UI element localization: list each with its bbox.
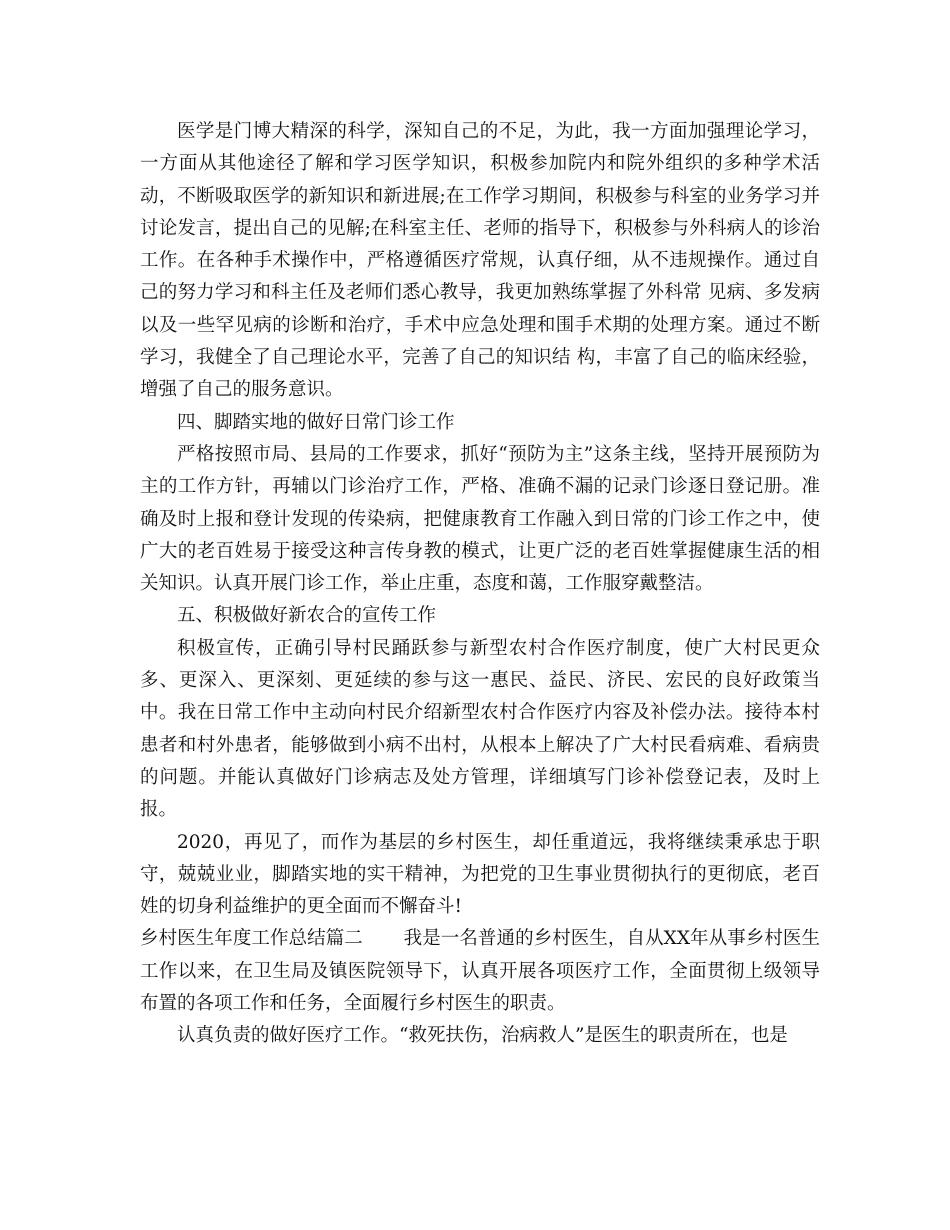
- paragraph-cooperative-promotion: 积极宣传，正确引导村民踊跃参与新型农村合作医疗制度，使广大村民更众多、更深入、更深刻、更延续的参与这一惠民、益民、济民、宏民的良好政策当中。我在日常工作中主动向村民介绍新型农村合作医疗内容及补偿办法。接待本村患者和村外患者，能够做到小病不出村，从根本上解决了广大村民看病难、看病贵的问题。并能认真做好门诊病志及处方管理，详细填写门诊补偿登记表，及时上报。: [140, 637, 820, 821]
- section-heading-rural-cooperative: 五、积极做好新农合的宣传工作: [177, 605, 437, 627]
- paragraph-outpatient-work: 严格按照市局、县局的工作要求，抓好“预防为主”这条主线，坚持开展预防为主的工作方针，再辅以门诊治疗工作，严格、准确不漏的记录门诊逐日登记册。准确及时上报和登计发现的传染病，把健康教育工作融入到日常的门诊工作之中，使广大的老百姓易于接受这种言传身教的模式，让更广泛的老百姓掌握健康生活的相关知识。认真开展门诊工作，举止庄重，态度和蔼，工作服穿戴整洁。: [140, 443, 820, 595]
- paragraph-medical-duty: 认真负责的做好医疗工作。“救死扶伤，治病救人”是医生的职责所在，也是: [177, 1025, 788, 1047]
- section-heading-outpatient: 四、脚踏实地的做好日常门诊工作: [177, 411, 455, 433]
- part-two-intro-text: 我是一名普通的乡村医生，自从XX年从事乡村医生工作以来，在卫生局及镇医院领导下，认真开展各项医疗工作，全面贯彻上级领导布置的各项工作和任务，全面履行乡村医生的职责。: [140, 928, 820, 1015]
- paragraph-academic-study: 医学是门博大精深的科学，深知自己的不足，为此，我一方面加强理论学习，一方面从其他途径了解和学习医学知识，积极参加院内和院外组织的多种学术活动，不断吸取医学的新知识和新进展;在工作学习期间，积极参与科室的业务学习并讨论发言，提出自己的见解;在科室主任、老师的指导下，积极参与外科病人的诊治工作。在各种手术操作中，严格遵循医疗常规，认真仔细，从不违规操作。通过自己的努力学习和科主任及老师们悉心教导，我更加熟练掌握了外科常 见病、多发病以及一些罕见病的诊断和治疗，手术中应急处理和围手术期的处理方案。通过不断学习，我健全了自己理论水平，完善了自己的知识结 构，丰富了自己的临床经验，增强了自己的服务意识。: [140, 121, 820, 401]
- paragraph-closing: 2020，再见了，而作为基层的乡村医生，却任重道远，我将继续秉承忠于职守，兢兢业业，脚踏实地的实干精神，为把党的卫生事业贯彻执行的更彻底，老百姓的切身利益维护的更全面而不懈奋斗!: [140, 831, 820, 918]
- paragraph-part-two-intro: [140, 923, 820, 1020]
- part-two-title: 乡村医生年度工作总结篇二: [140, 928, 363, 950]
- document-body: [140, 116, 820, 1053]
